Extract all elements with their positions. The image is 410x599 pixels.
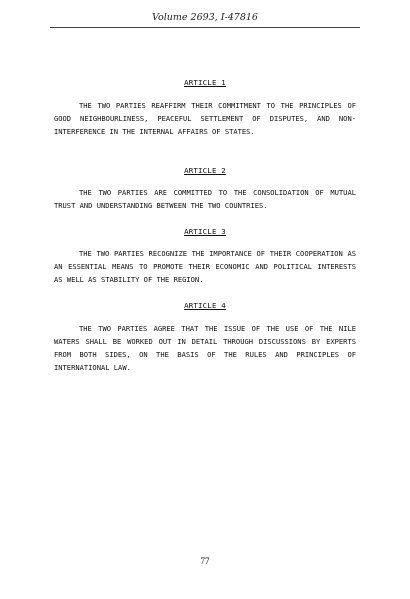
article-1-text: THE TWO PARTIES REAFFIRM THEIR COMMITMENT TO THE PRINCIPLES OF GOOD NEIGHBOURLINESS, PEACEFUL SETTLEMENT OF DISPUTES, AND NON-INTERFERENCE IN THE INTERNAL AFFAIRS OF STATES. <box>54 101 356 136</box>
article-1-title: ARTICLE 1 <box>184 78 226 87</box>
article-2-title: ARTICLE 2 <box>184 166 226 175</box>
volume-header: Volume 2693, I-47816 <box>152 12 258 23</box>
article-3-title: ARTICLE 3 <box>184 227 226 236</box>
header-rule <box>50 27 360 28</box>
article-4-title: ARTICLE 4 <box>184 301 226 310</box>
article-3-text: THE TWO PARTIES RECOGNIZE THE IMPORTANCE OF THEIR COOPERATION AS AN ESSENTIAL MEANS TO PROMOTE THEIR ECONOMIC AND POLITICAL INTERESTS AS WELL AS STABILITY OF THE REGION. <box>54 249 356 284</box>
page-number: 77 <box>200 556 210 566</box>
article-2-text: THE TWO PARTIES ARE COMMITTED TO THE CONSOLIDATION OF MUTUAL TRUST AND UNDERSTANDING BETWEEN THE TWO COUNTRIES. <box>54 188 356 210</box>
article-4-text: THE TWO PARTIES AGREE THAT THE ISSUE OF THE USE OF THE NILE WATERS SHALL BE WORKED OUT IN DETAIL THROUGH DISCUSSIONS BY EXPERTS FROM BOTH SIDES, ON THE BASIS OF THE RULES AND PRINCIPLES OF INTERNATIONAL LAW. <box>54 324 356 372</box>
